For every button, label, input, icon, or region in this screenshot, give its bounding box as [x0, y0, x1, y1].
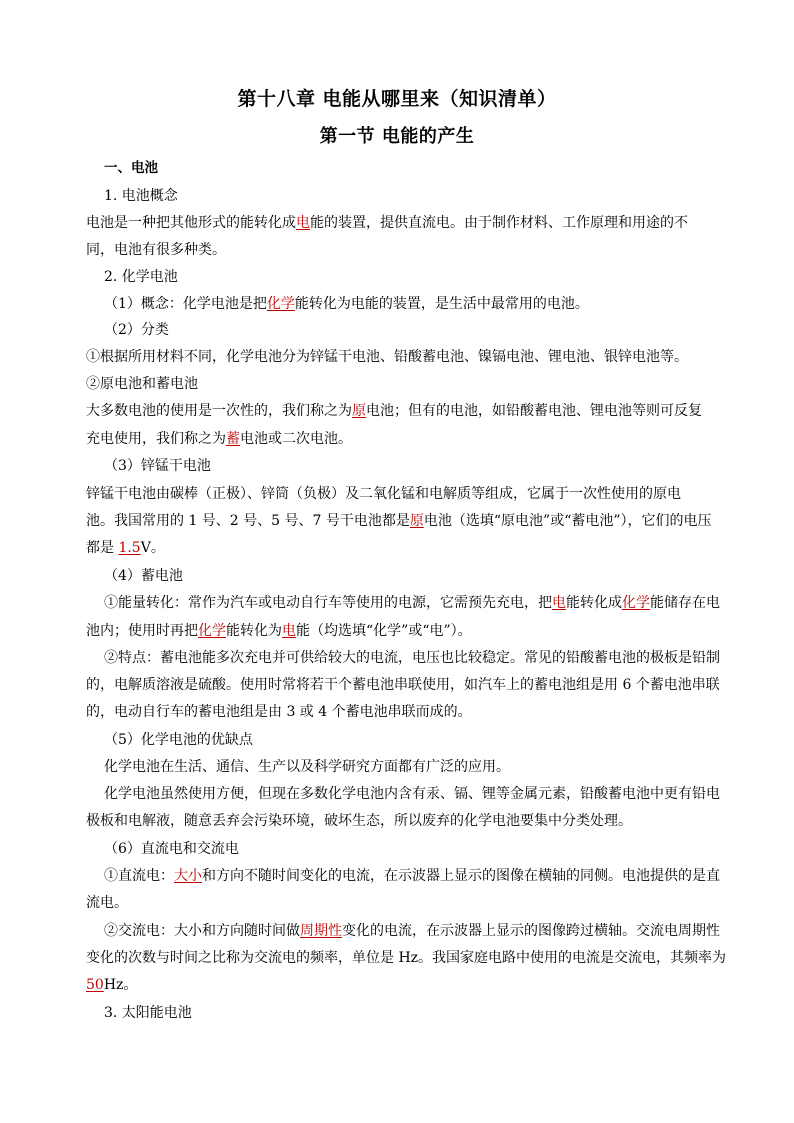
text-line [104, 757, 724, 777]
text-line [104, 456, 724, 476]
line-text: 一、电池 [104, 160, 158, 176]
line-text: 能转化为 [226, 623, 282, 639]
text-line [86, 429, 706, 449]
text-line [86, 401, 706, 421]
text-line [104, 839, 724, 859]
answer-fill: 化学 [198, 623, 226, 639]
line-text: 锌锰干电池由碳棒（正极）、锌筒（负极）及二氧化锰和电解质等组成，它属于一次性使用的原电 [86, 486, 681, 502]
answer-fill: 原 [352, 403, 366, 419]
line-text: 电池（选填“原电池”或“蓄电池”），它们的电压 [423, 513, 712, 529]
line-text: 电池；但有的电池，如铅酸蓄电池、锂电池等则可反复 [366, 403, 702, 419]
answer-fill: 原 [409, 513, 424, 529]
line-text: 能转化为电能的装置，是生活中最常用的电池。 [294, 296, 589, 312]
line-text: （4）蓄电池 [104, 568, 183, 584]
line-text: （2）分类 [104, 322, 169, 338]
answer-fill: 大小 [174, 868, 202, 884]
line-text: 3. 太阳能电池 [104, 1005, 192, 1021]
line-text: ①根据所用材料不同，化学电池分为锌锰干电池、铅酸蓄电池、镍镉电池、锂电池、银锌电池等。 [86, 349, 688, 365]
answer-fill: 50 [86, 977, 104, 993]
line-text: ①能量转化：常作为汽车或电动自行车等使用的电源，它需预先充电，把 [104, 595, 552, 611]
line-text: （5）化学电池的优缺点 [104, 732, 253, 748]
text-line [86, 621, 706, 641]
text-line [86, 702, 706, 722]
text-line [86, 511, 712, 531]
text-line [86, 374, 706, 394]
line-text: ②原电池和蓄电池 [86, 376, 198, 392]
text-line [104, 294, 724, 314]
line-text: 变化的电流，在示波器上显示的图像跨过横轴。交流电周期性 [342, 923, 720, 939]
line-text: 的，电动自行车的蓄电池组是由 3 或 4 个蓄电池串联而成的。 [86, 704, 472, 720]
line-text: ②交流电：大小和方向随时间做 [104, 923, 300, 939]
text-line [104, 186, 724, 206]
answer-fill: 蓄 [226, 431, 240, 447]
line-text: 能转化成 [566, 595, 622, 611]
line-text: ②特点：蓄电池能多次充电并可供给较大的电流，电压也比较稳定。常见的铅酸蓄电池的极板是铅制 [104, 650, 720, 666]
line-text: ①直流电： [104, 868, 174, 884]
text-line [86, 484, 706, 504]
line-text: 能的装置，提供直流电。由于制作材料、工作原理和用途的不 [310, 215, 688, 231]
text-line [104, 267, 724, 287]
line-text: 变化的次数与时间之比称为交流电的频率，单位是 Hz。我国家庭电路中使用的电流是交流电，其频率为 [86, 950, 727, 966]
text-line [86, 811, 706, 831]
line-text: 的，电解质溶液是硫酸。使用时常将若干个蓄电池串联使用，如汽车上的蓄电池组是用 6 个蓄电池串联 [86, 677, 720, 693]
line-text: 同，电池有很多种类。 [86, 242, 226, 258]
text-line [104, 730, 724, 750]
text-line [86, 538, 706, 558]
text-line [104, 784, 724, 804]
line-text: 充电使用，我们称之为 [86, 431, 226, 447]
line-text: Hz。 [103, 977, 138, 993]
text-line [86, 213, 706, 233]
answer-fill: 电 [552, 595, 566, 611]
line-text: 电池是一种把其他形式的能转化成 [86, 215, 296, 231]
line-text: 1. 电池概念 [104, 188, 178, 204]
answer-fill: 化学 [622, 595, 650, 611]
answer-fill: 化学 [266, 296, 295, 312]
answer-fill: 电 [296, 215, 310, 231]
line-text: （1）概念：化学电池是把 [104, 296, 267, 312]
line-text: 化学电池虽然使用方便，但现在多数化学电池内含有汞、镉、锂等金属元素，铅酸蓄电池中更有铅电 [104, 786, 720, 802]
section-title: 第一节 电能的产生 [319, 126, 475, 147]
text-line [104, 1003, 724, 1023]
chapter-title: 第十八章 电能从哪里来（知识清单） [237, 88, 557, 110]
line-text: 池内；使用时再把 [86, 623, 198, 639]
text-line [86, 948, 727, 968]
line-text: 化学电池在生活、通信、生产以及科学研究方面都有广泛的应用。 [104, 759, 510, 775]
line-text: 大多数电池的使用是一次性的，我们称之为 [86, 403, 352, 419]
line-text: 极板和电解液，随意丢弃会污染环境，破坏生态，所以废弃的化学电池要集中分类处理。 [86, 813, 632, 829]
text-line [86, 975, 706, 995]
line-text: 池。我国常用的 1 号、2 号、5 号、7 号干电池都是 [86, 513, 410, 529]
line-text: 能储存在电 [650, 595, 720, 611]
line-text: 电池或二次电池。 [240, 431, 352, 447]
answer-fill: 周期性 [300, 923, 342, 939]
line-text: 2. 化学电池 [104, 269, 178, 285]
line-text: 和方向不随时间变化的电流，在示波器上显示的图像在横轴的同侧。电池提供的是直 [202, 868, 720, 884]
line-text: 能（均选填“化学”或“电”）。 [296, 623, 472, 639]
answer-fill: 1.5 [118, 540, 141, 556]
text-line [104, 320, 724, 340]
text-line [104, 866, 724, 886]
line-text: 都是 [86, 540, 119, 556]
text-line [104, 648, 724, 668]
text-line [86, 347, 706, 367]
line-text: （3）锌锰干电池 [104, 458, 211, 474]
text-line [86, 893, 706, 913]
line-text: V。 [140, 540, 165, 556]
text-line [104, 158, 724, 178]
text-line [104, 921, 724, 941]
text-line [86, 240, 706, 260]
text-line [104, 566, 724, 586]
text-line [104, 593, 724, 613]
line-text: （6）直流电和交流电 [104, 841, 239, 857]
answer-fill: 电 [282, 623, 296, 639]
text-line [86, 675, 720, 695]
line-text: 流电。 [86, 895, 128, 911]
